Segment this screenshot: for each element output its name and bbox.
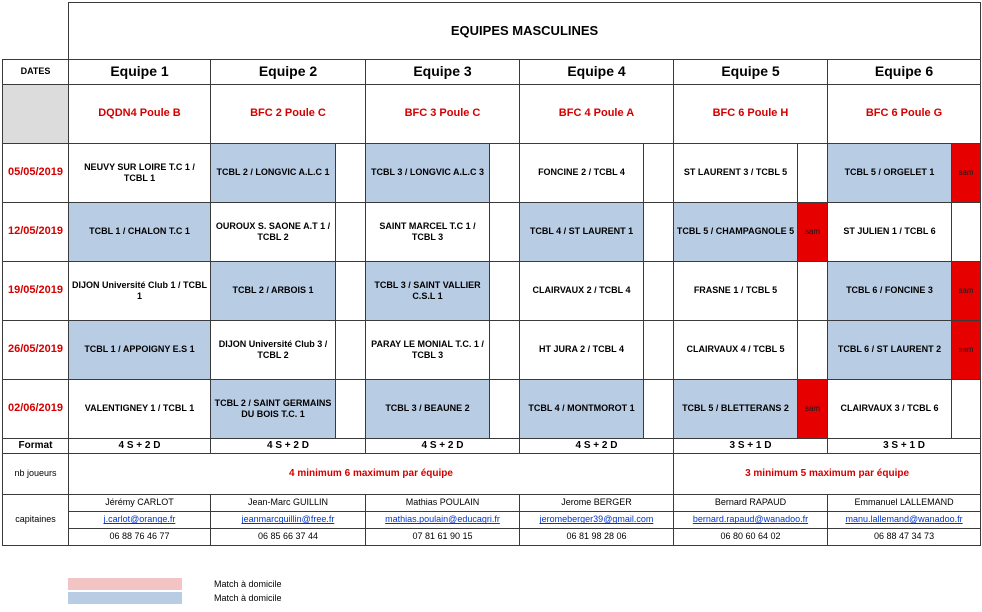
match-cell: TCBL 6 / FONCINE 3 — [828, 262, 952, 321]
captain-phone: 07 81 61 90 15 — [366, 529, 520, 546]
match-cell: FRASNE 1 / TCBL 5 — [674, 262, 798, 321]
sam-cell — [336, 203, 366, 262]
match-date: 12/05/2019 — [3, 203, 69, 262]
sam-cell — [336, 262, 366, 321]
team-poule: BFC 2 Poule C — [211, 85, 366, 144]
match-cell: TCBL 5 / CHAMPAGNOLE 5 — [674, 203, 798, 262]
match-date: 19/05/2019 — [3, 262, 69, 321]
match-cell: CLAIRVAUX 2 / TCBL 4 — [520, 262, 644, 321]
match-cell: TCBL 5 / ORGELET 1 — [828, 144, 952, 203]
legend-label: Match à domicile — [214, 593, 282, 603]
captain-phone: 06 80 60 64 02 — [674, 529, 828, 546]
match-cell: TCBL 3 / SAINT VALLIER C.S.L 1 — [366, 262, 490, 321]
format-value: 4 S + 2 D — [366, 439, 520, 454]
sam-cell — [336, 144, 366, 203]
team-name: Equipe 5 — [674, 60, 828, 85]
match-cell: TCBL 2 / ARBOIS 1 — [211, 262, 336, 321]
match-date: 26/05/2019 — [3, 321, 69, 380]
match-cell: TCBL 1 / APPOIGNY E.S 1 — [69, 321, 211, 380]
team-poule: BFC 6 Poule H — [674, 85, 828, 144]
captain-name-row — [3, 495, 981, 512]
nb-joueurs-row — [3, 454, 981, 495]
sam-badge: sam — [798, 203, 828, 262]
sam-cell — [644, 203, 674, 262]
nb-joueurs-b: 3 minimum 5 maximum par équipe — [674, 454, 981, 495]
sam-cell — [952, 203, 981, 262]
nb-joueurs-a: 4 minimum 6 maximum par équipe — [69, 454, 674, 495]
sam-cell — [952, 380, 981, 439]
match-cell: DIJON Université Club 3 / TCBL 2 — [211, 321, 336, 380]
captain-name: Jerome BERGER — [520, 495, 674, 512]
format-label: Format — [3, 439, 69, 454]
match-row — [3, 380, 981, 439]
sam-cell — [644, 321, 674, 380]
match-cell: TCBL 4 / ST LAURENT 1 — [520, 203, 644, 262]
dates-label: DATES — [3, 60, 69, 85]
match-cell: CLAIRVAUX 4 / TCBL 5 — [674, 321, 798, 380]
schedule-table — [2, 2, 981, 546]
match-cell: FONCINE 2 / TCBL 4 — [520, 144, 644, 203]
sam-cell — [490, 321, 520, 380]
sam-cell — [644, 262, 674, 321]
sam-cell — [490, 203, 520, 262]
sam-cell — [798, 262, 828, 321]
captain-name: Jérémy CARLOT — [69, 495, 211, 512]
captain-email-link[interactable]: manu.lallemand@wanadoo.fr — [845, 514, 963, 525]
sam-cell — [644, 144, 674, 203]
team-poule: DQDN4 Poule B — [69, 85, 211, 144]
match-cell: TCBL 2 / LONGVIC A.L.C 1 — [211, 144, 336, 203]
team-name: Equipe 1 — [69, 60, 211, 85]
match-row — [3, 144, 981, 203]
match-cell: NEUVY SUR LOIRE T.C 1 / TCBL 1 — [69, 144, 211, 203]
sam-cell — [798, 321, 828, 380]
captain-email-link[interactable]: bernard.rapaud@wanadoo.fr — [692, 514, 809, 525]
format-row — [3, 439, 981, 454]
captain-name: Mathias POULAIN — [366, 495, 520, 512]
nb-joueurs-label: nb joueurs — [3, 454, 69, 495]
format-value: 3 S + 1 D — [828, 439, 981, 454]
sam-cell — [490, 144, 520, 203]
match-date: 02/06/2019 — [3, 380, 69, 439]
format-value: 4 S + 2 D — [520, 439, 674, 454]
team-name: Equipe 4 — [520, 60, 674, 85]
empty-cell — [3, 85, 69, 144]
match-cell: TCBL 2 / SAINT GERMAINS DU BOIS T.C. 1 — [211, 380, 336, 439]
team-name: Equipe 3 — [366, 60, 520, 85]
captain-phone-row — [3, 529, 981, 546]
captain-email-link[interactable]: jeanmarcguillin@free.fr — [241, 514, 335, 525]
page-title: EQUIPES MASCULINES — [69, 3, 981, 60]
match-cell: TCBL 5 / BLETTERANS 2 — [674, 380, 798, 439]
captain-phone: 06 88 47 34 73 — [828, 529, 981, 546]
captain-name: Emmanuel LALLEMAND — [828, 495, 981, 512]
format-value: 4 S + 2 D — [69, 439, 211, 454]
team-name: Equipe 6 — [828, 60, 981, 85]
capitaines-label: capitaines — [3, 495, 69, 546]
sam-cell — [336, 321, 366, 380]
match-cell: ST JULIEN 1 / TCBL 6 — [828, 203, 952, 262]
sam-cell — [490, 380, 520, 439]
legend-swatch-away — [68, 578, 182, 590]
captain-email-link[interactable]: j.carlot@orange.fr — [103, 514, 176, 525]
match-cell: TCBL 3 / BEAUNE 2 — [366, 380, 490, 439]
team-header-row — [3, 60, 981, 85]
captain-phone: 06 85 66 37 44 — [211, 529, 366, 546]
team-poule: BFC 6 Poule G — [828, 85, 981, 144]
match-cell: SAINT MARCEL T.C 1 / TCBL 3 — [366, 203, 490, 262]
sam-badge: sam — [798, 380, 828, 439]
team-name: Equipe 2 — [211, 60, 366, 85]
captain-name: Bernard RAPAUD — [674, 495, 828, 512]
match-cell: ST LAURENT 3 / TCBL 5 — [674, 144, 798, 203]
legend-swatch-home — [68, 592, 182, 604]
match-cell: TCBL 1 / CHALON T.C 1 — [69, 203, 211, 262]
match-row — [3, 321, 981, 380]
match-cell: VALENTIGNEY 1 / TCBL 1 — [69, 380, 211, 439]
captain-email-link[interactable]: jeromeberger39@gmail.com — [539, 514, 654, 525]
sam-badge: sam — [952, 262, 981, 321]
legend-label: Match à domicile — [214, 579, 282, 589]
captain-phone: 06 88 76 46 77 — [69, 529, 211, 546]
format-value: 3 S + 1 D — [674, 439, 828, 454]
captain-name: Jean-Marc GUILLIN — [211, 495, 366, 512]
captain-email-row — [3, 512, 981, 529]
format-value: 4 S + 2 D — [211, 439, 366, 454]
captain-email-link[interactable]: mathias.poulain@educagri.fr — [385, 514, 500, 525]
match-date: 05/05/2019 — [3, 144, 69, 203]
sam-cell — [490, 262, 520, 321]
sam-badge: sam — [952, 321, 981, 380]
captain-phone: 06 81 98 28 06 — [520, 529, 674, 546]
team-poule: BFC 3 Poule C — [366, 85, 520, 144]
match-cell: CLAIRVAUX 3 / TCBL 6 — [828, 380, 952, 439]
match-cell: TCBL 6 / ST LAURENT 2 — [828, 321, 952, 380]
team-poule: BFC 4 Poule A — [520, 85, 674, 144]
match-cell: HT JURA 2 / TCBL 4 — [520, 321, 644, 380]
match-cell: TCBL 4 / MONTMOROT 1 — [520, 380, 644, 439]
match-cell: DIJON Université Club 1 / TCBL 1 — [69, 262, 211, 321]
match-row — [3, 203, 981, 262]
sam-cell — [644, 380, 674, 439]
match-row — [3, 262, 981, 321]
poule-row — [3, 85, 981, 144]
sam-cell — [336, 380, 366, 439]
match-cell: TCBL 3 / LONGVIC A.L.C 3 — [366, 144, 490, 203]
match-cell: PARAY LE MONIAL T.C. 1 / TCBL 3 — [366, 321, 490, 380]
sam-cell — [798, 144, 828, 203]
match-cell: OUROUX S. SAONE A.T 1 / TCBL 2 — [211, 203, 336, 262]
sam-badge: sam — [952, 144, 981, 203]
